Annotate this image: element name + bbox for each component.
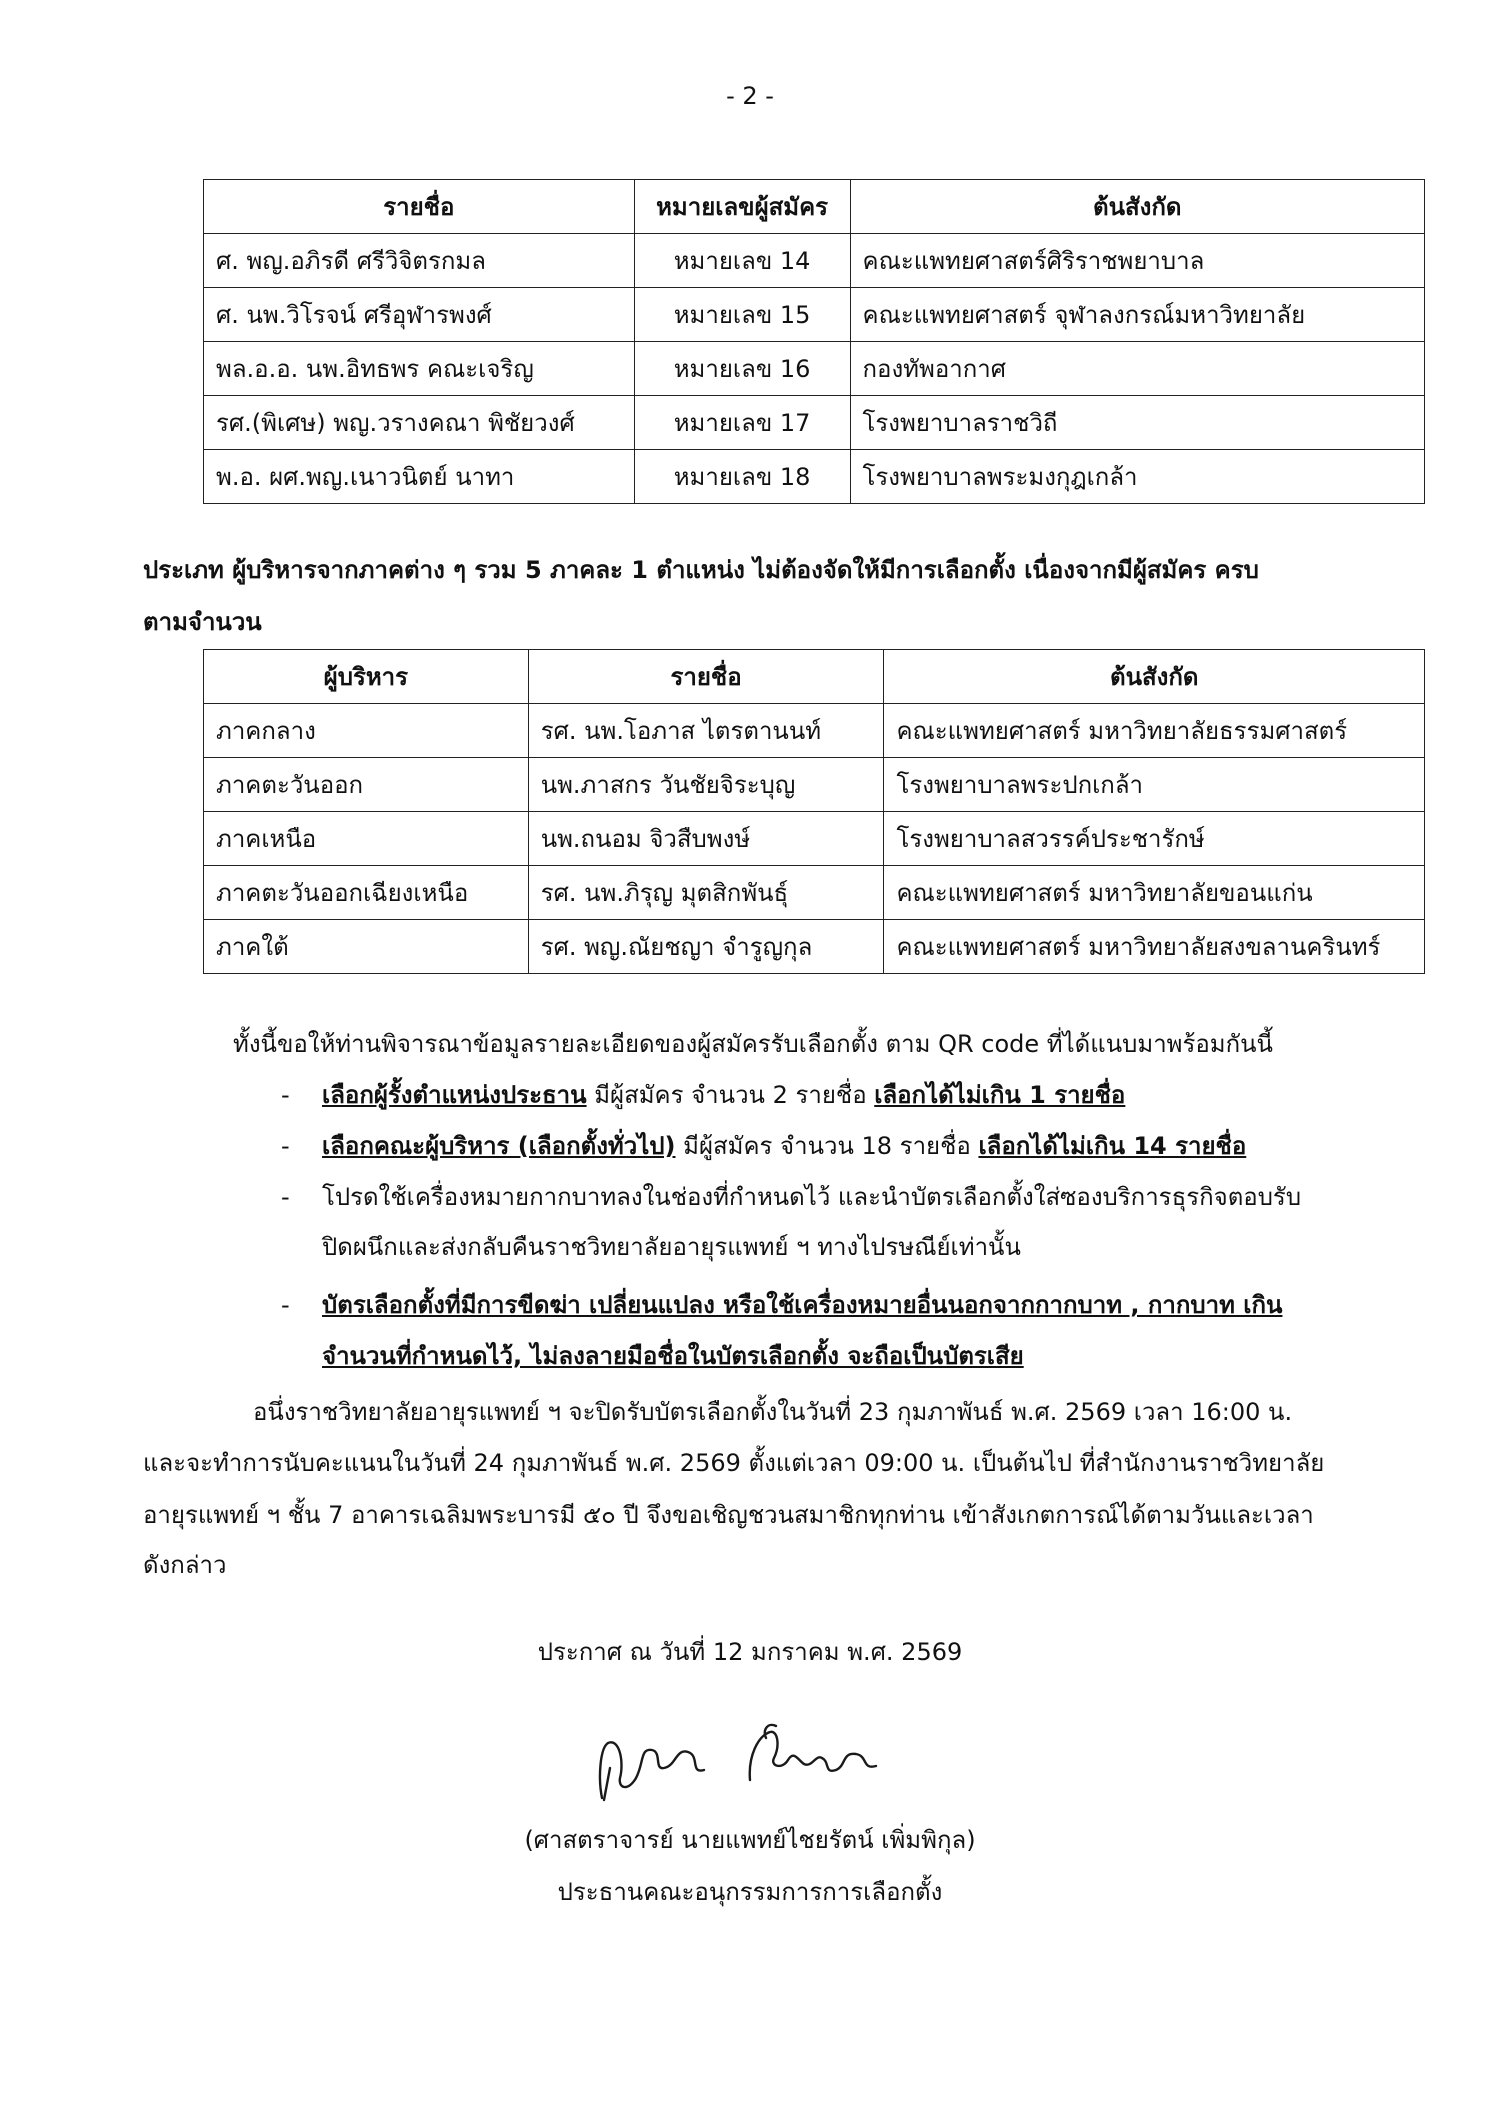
table-row (204, 396, 1425, 450)
table-row (204, 704, 1425, 758)
regional-executives-table (203, 649, 1425, 974)
table-row (204, 866, 1425, 920)
bullet-dash: - (281, 1183, 290, 1211)
cell-name: พ.อ. ผศ.พญ.เนาวนิตย์ นาทา (204, 450, 635, 504)
cell-affiliation: โรงพยาบาลราชวิถี (850, 396, 1424, 450)
table-row (204, 288, 1425, 342)
intro-paragraph: ทั้งนี้ขอให้ท่านพิจารณาข้อมูลรายละเอียดของผู้สมัครรับเลือกตั้ง ตาม QR code ที่ได้แนบมาพร้อมกันนี้ (233, 1030, 1273, 1058)
col-header-number: หมายเลขผู้สมัคร (634, 180, 850, 234)
bullet-dash: - (281, 1081, 290, 1109)
bullet-2-title: เลือกคณะผู้บริหาร (เลือกตั้งทั่วไป) (322, 1132, 676, 1160)
cell-name: นพ.ถนอม จิวสืบพงษ์ (528, 812, 884, 866)
cell-name: ศ. นพ.วิโรจน์ ศรีอุฬารพงศ์ (204, 288, 635, 342)
candidates-table (203, 179, 1425, 504)
bullet-1-limit: เลือกได้ไม่เกิน 1 รายชื่อ (874, 1081, 1126, 1109)
bullet-1-title: เลือกผู้รั้งตำแหน่งประธาน (322, 1081, 587, 1109)
cell-number: หมายเลข 17 (634, 396, 850, 450)
cell-number: หมายเลข 14 (634, 234, 850, 288)
cell-number: หมายเลข 18 (634, 450, 850, 504)
table-row (204, 920, 1425, 974)
signer-title: ประธานคณะอนุกรรมการการเลือกตั้ง (557, 1878, 943, 1906)
cell-affiliation: คณะแพทยศาสตร์ จุฬาลงกรณ์มหาวิทยาลัย (850, 288, 1424, 342)
cell-affiliation: โรงพยาบาลพระปกเกล้า (884, 758, 1425, 812)
closing-paragraph-line1: อนึ่งราชวิทยาลัยอายุรแพทย์ ฯ จะปิดรับบัตรเลือกตั้งในวันที่ 23 กุมภาพันธ์ พ.ศ. 2569 เวลา 16:00 น. (253, 1398, 1293, 1426)
cell-region: ภาคเหนือ (204, 812, 529, 866)
cell-name: รศ. นพ.โอภาส ไตรตานนท์ (528, 704, 884, 758)
table-header-row (204, 650, 1425, 704)
cell-number: หมายเลข 15 (634, 288, 850, 342)
cell-affiliation: กองทัพอากาศ (850, 342, 1424, 396)
cell-region: ภาคกลาง (204, 704, 529, 758)
cell-region: ภาคใต้ (204, 920, 529, 974)
table-row (204, 812, 1425, 866)
cell-affiliation: โรงพยาบาลพระมงกุฎเกล้า (850, 450, 1424, 504)
table-row (204, 450, 1425, 504)
closing-paragraph-line2: และจะทำการนับคะแนนในวันที่ 24 กุมภาพันธ์ พ.ศ. 2569 ตั้งแต่เวลา 09:00 น. เป็นต้นไป ที่สำนักงานราชวิทยาลัย (143, 1449, 1325, 1477)
table-row (204, 342, 1425, 396)
closing-paragraph-line3: อายุรแพทย์ ฯ ชั้น 7 อาคารเฉลิมพระบารมี ๕๐ ปี จึงขอเชิญชวนสมาชิกทุกท่าน เข้าสังเกตการณ์ได้ตามวันและเวลา (143, 1501, 1314, 1529)
bullet-dash: - (281, 1132, 290, 1160)
bullet-1-count: มีผู้สมัคร จำนวน 2 รายชื่อ (586, 1081, 875, 1109)
col-header-executive: ผู้บริหาร (204, 650, 529, 704)
bullet-2-count: มีผู้สมัคร จำนวน 18 รายชื่อ (675, 1132, 979, 1160)
bullet-3-line1: โปรดใช้เครื่องหมายกากบาทลงในช่องที่กำหนดไว้ และนำบัตรเลือกตั้งใส่ซองบริการธุรกิจตอบรับ (322, 1183, 1302, 1211)
cell-name: ศ. พญ.อภิรดี ศรีวิจิตรกมล (204, 234, 635, 288)
bullet-dash: - (281, 1291, 290, 1319)
bullet-item-board (322, 1124, 1246, 1169)
col-header-name: รายชื่อ (528, 650, 884, 704)
cell-name: รศ. นพ.ภิรุญ มุตสิกพันธุ์ (528, 866, 884, 920)
bullet-item-president (322, 1073, 1125, 1118)
table-row (204, 234, 1425, 288)
cell-number: หมายเลข 16 (634, 342, 850, 396)
table-header-row (204, 180, 1425, 234)
cell-affiliation: คณะแพทยศาสตร์ มหาวิทยาลัยสงขลานครินทร์ (884, 920, 1425, 974)
cell-name: รศ.(พิเศษ) พญ.วรางคณา พิชัยวงศ์ (204, 396, 635, 450)
signer-name: (ศาสตราจารย์ นายแพทย์ไชยรัตน์ เพิ่มพิกุล) (524, 1826, 976, 1854)
cell-affiliation: โรงพยาบาลสวรรค์ประชารักษ์ (884, 812, 1425, 866)
col-header-affiliation: ต้นสังกัด (850, 180, 1424, 234)
cell-name: นพ.ภาสกร วันชัยจิระบุญ (528, 758, 884, 812)
section-heading-line1: ประเภท ผู้บริหารจากภาคต่าง ๆ รวม 5 ภาคละ 1 ตำแหน่ง ไม่ต้องจัดให้มีการเลือกตั้ง เนื่องจากมีผู้สมัคร ครบ (143, 556, 1259, 584)
cell-name: พล.อ.อ. นพ.อิทธพร คณะเจริญ (204, 342, 635, 396)
table-row (204, 758, 1425, 812)
col-header-affiliation: ต้นสังกัด (884, 650, 1425, 704)
col-header-name: รายชื่อ (204, 180, 635, 234)
cell-name: รศ. พญ.ณัยชญา จำรูญกุล (528, 920, 884, 974)
cell-affiliation: คณะแพทยศาสตร์ศิริราชพยาบาล (850, 234, 1424, 288)
bullet-4-line1: บัตรเลือกตั้งที่มีการขีดฆ่า เปลี่ยนแปลง หรือใช้เครื่องหมายอื่นนอกจากกากบาท , กากบาท เกิน (322, 1291, 1283, 1319)
bullet-3-line2: ปิดผนึกและส่งกลับคืนราชวิทยาลัยอายุรแพทย์ ฯ ทางไปรษณีย์เท่านั้น (322, 1233, 1021, 1261)
bullet-4-line2: จำนวนที่กำหนดไว้, ไม่ลงลายมือชื่อในบัตรเลือกตั้ง จะถือเป็นบัตรเสีย (322, 1342, 1024, 1370)
closing-paragraph-line4: ดังกล่าว (143, 1551, 227, 1579)
cell-region: ภาคตะวันออก (204, 758, 529, 812)
handwritten-signature (580, 1708, 900, 1818)
page-number: - 2 - (726, 82, 774, 110)
cell-affiliation: คณะแพทยศาสตร์ มหาวิทยาลัยขอนแก่น (884, 866, 1425, 920)
cell-affiliation: คณะแพทยศาสตร์ มหาวิทยาลัยธรรมศาสตร์ (884, 704, 1425, 758)
announcement-date: ประกาศ ณ วันที่ 12 มกราคม พ.ศ. 2569 (537, 1638, 963, 1666)
cell-region: ภาคตะวันออกเฉียงเหนือ (204, 866, 529, 920)
bullet-2-limit: เลือกได้ไม่เกิน 14 รายชื่อ (978, 1132, 1247, 1160)
section-heading-line2: ตามจำนวน (143, 608, 262, 636)
